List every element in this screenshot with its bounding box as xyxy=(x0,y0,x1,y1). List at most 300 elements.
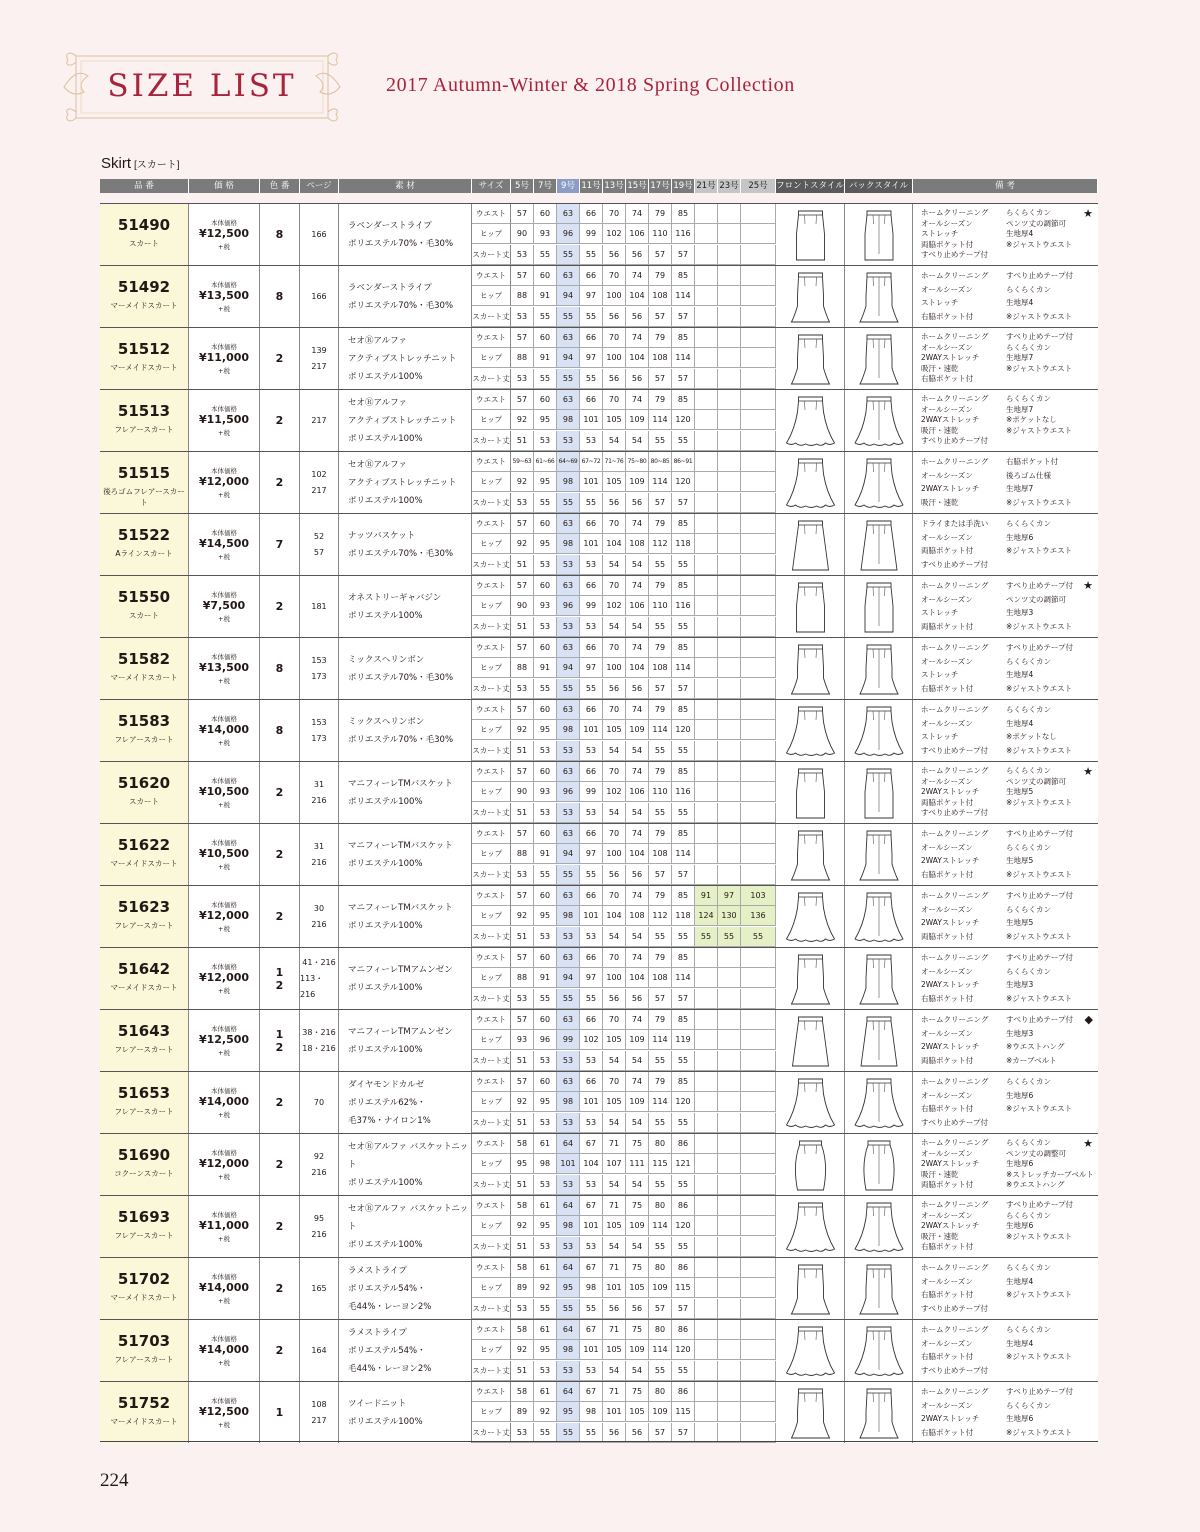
remarks-cell xyxy=(913,1196,1098,1257)
size-value: 51 xyxy=(511,1361,534,1381)
color-number: 2 xyxy=(275,476,284,489)
remark-left: ホームクリーニング xyxy=(921,1015,989,1024)
remark-left: ホームクリーニング xyxy=(921,643,989,652)
size-value: 101 xyxy=(603,1402,626,1422)
size-row-label: スカート丈 xyxy=(472,1299,511,1319)
size-value: 85 xyxy=(672,328,695,348)
size-value: 101 xyxy=(580,472,603,492)
page-ref: 102 xyxy=(311,469,327,479)
size-value: 85 xyxy=(672,948,695,968)
tax-label: +税 xyxy=(218,1297,230,1305)
size-value: 90 xyxy=(511,596,534,616)
product-code: 51693 xyxy=(117,1208,171,1226)
size-value: 114 xyxy=(649,472,672,492)
material-line: セオⓇアルファ バスケットニット xyxy=(348,1203,469,1232)
product-code-cell xyxy=(100,1010,189,1071)
size-value xyxy=(741,1030,776,1050)
size-value: 102 xyxy=(603,782,626,802)
size-value: 53 xyxy=(557,1051,580,1071)
product-code: 51690 xyxy=(117,1146,171,1164)
material-cell xyxy=(339,700,472,761)
remark-left: オールシーズン xyxy=(921,1338,973,1348)
page-ref: 108 xyxy=(311,1399,327,1409)
size-value: 61 xyxy=(534,1382,557,1402)
feature-mark: ★ xyxy=(1083,765,1093,778)
size-value: 53 xyxy=(580,803,603,823)
color-number: 2 xyxy=(275,1282,284,1295)
size-value: 54 xyxy=(626,1361,649,1381)
page-title: SIZE LIST xyxy=(107,68,297,104)
page-ref: 70 xyxy=(313,1097,325,1107)
tax-label: +税 xyxy=(218,615,230,623)
size-row-label: スカート丈 xyxy=(472,865,511,885)
size-value: 54 xyxy=(603,1113,626,1133)
remarks-cell xyxy=(913,1134,1098,1195)
remark-right: ペンツ丈の調節可 xyxy=(1006,218,1066,228)
remark-left: オールシーズン xyxy=(921,718,973,728)
size-value: 85 xyxy=(672,762,695,782)
size-value xyxy=(718,286,741,306)
size-value: 58 xyxy=(511,1382,534,1402)
color-number-cell xyxy=(260,700,300,761)
size-row-label: ウエスト xyxy=(472,1010,511,1030)
size-value xyxy=(718,1382,741,1402)
remark-right: 生地厚5 xyxy=(1006,856,1034,865)
size-value: 114 xyxy=(649,1216,672,1236)
remark-left: オールシーズン xyxy=(921,904,973,914)
remark-left: ホームクリーニング xyxy=(921,705,989,714)
size-value: 60 xyxy=(534,824,557,844)
size-value: 70 xyxy=(603,514,626,534)
page-ref-cell xyxy=(300,266,339,327)
size-value: 57 xyxy=(672,307,695,327)
remark-left: すべり止めテープ付 xyxy=(921,1365,988,1375)
size-value: 55 xyxy=(534,245,557,265)
size-row-label: スカート丈 xyxy=(472,1113,511,1133)
size-value: 95 xyxy=(557,1278,580,1298)
size-value xyxy=(695,1237,718,1257)
front-style-cell xyxy=(776,328,845,389)
size-value xyxy=(741,741,776,761)
size-value: 96 xyxy=(557,596,580,616)
front-style-illustration xyxy=(776,1382,845,1443)
remark-left: すべり止めテープ付 xyxy=(921,1117,988,1127)
size-value: 55 xyxy=(580,493,603,513)
size-value: 53 xyxy=(534,1113,557,1133)
size-value: 53 xyxy=(534,927,557,947)
product-type: マーメイドスカート xyxy=(110,983,178,992)
material-line: ポリエステル100% xyxy=(348,610,423,621)
material-cell xyxy=(339,1320,472,1381)
size-value: 55 xyxy=(557,493,580,513)
size-value: 79 xyxy=(649,1010,672,1030)
price-cell xyxy=(189,576,260,637)
size-value xyxy=(741,679,776,699)
size-value: 51 xyxy=(511,431,534,451)
size-row-label: ヒップ xyxy=(472,1278,511,1298)
size-value: 97 xyxy=(580,968,603,988)
size-value xyxy=(695,638,718,658)
remark-right: らくらくカン xyxy=(1006,208,1051,217)
remarks-cell xyxy=(913,204,1098,265)
size-value: 53 xyxy=(534,1237,557,1257)
remark-right: 生地厚4 xyxy=(1006,298,1034,307)
size-value xyxy=(718,617,741,637)
color-number: 2 xyxy=(275,1040,284,1054)
size-value: 98 xyxy=(557,906,580,926)
size-value: 101 xyxy=(580,1340,603,1360)
feature-mark: ★ xyxy=(1083,1137,1093,1150)
size-value: 54 xyxy=(626,741,649,761)
size-value: 53 xyxy=(511,307,534,327)
size-value xyxy=(695,328,718,348)
price-label: 本体価格 xyxy=(211,591,237,599)
size-value xyxy=(695,369,718,389)
remark-right: らくらくカン xyxy=(1006,1077,1051,1086)
front-style-cell xyxy=(776,762,845,823)
product-code: 51492 xyxy=(117,278,171,296)
size-row-label: スカート丈 xyxy=(472,679,511,699)
material-cell xyxy=(339,948,472,1009)
remarks-cell xyxy=(913,1382,1098,1443)
product-code-cell xyxy=(100,452,189,513)
size-value xyxy=(695,596,718,616)
size-row-label: ウエスト xyxy=(472,1258,511,1278)
front-style-cell xyxy=(776,1320,845,1381)
size-value: 100 xyxy=(603,286,626,306)
remark-right: ※ジャストウエスト xyxy=(1006,1352,1073,1361)
remark-left: 2WAYストレッチ xyxy=(921,918,980,927)
size-value: 55 xyxy=(534,865,557,885)
size-value: 70 xyxy=(603,886,626,906)
size-row-label: ヒップ xyxy=(472,1340,511,1360)
size-value xyxy=(718,1320,741,1340)
product-type: フレアースカート xyxy=(114,735,174,744)
size-value xyxy=(718,1299,741,1319)
size-value: 51 xyxy=(511,617,534,637)
size-value: 102 xyxy=(603,224,626,244)
price-label: 本体価格 xyxy=(211,281,237,289)
size-value xyxy=(695,576,718,596)
size-value: 67 xyxy=(580,1134,603,1154)
size-value: 53 xyxy=(580,927,603,947)
size-value: 109 xyxy=(626,1340,649,1360)
product-code-cell xyxy=(100,1196,189,1257)
size-value: 63 xyxy=(557,762,580,782)
size-value: 105 xyxy=(626,1402,649,1422)
size-value xyxy=(695,266,718,286)
size-value xyxy=(741,245,776,265)
size-value: 70 xyxy=(603,1010,626,1030)
size-row-label: ヒップ xyxy=(472,472,511,492)
size-value: 116 xyxy=(672,224,695,244)
size-value xyxy=(741,431,776,451)
price-value: ¥12,000 xyxy=(198,1157,250,1170)
size-row-label: ウエスト xyxy=(472,824,511,844)
size-value: 79 xyxy=(649,700,672,720)
size-value: 88 xyxy=(511,968,534,988)
remark-right: 生地厚7 xyxy=(1006,484,1034,493)
size-value: 54 xyxy=(603,555,626,575)
material-line: セオⓇアルファ xyxy=(348,335,407,346)
size-row-label: スカート丈 xyxy=(472,307,511,327)
size-value: 60 xyxy=(534,1010,557,1030)
size-value: 53 xyxy=(557,617,580,637)
size-value xyxy=(695,720,718,740)
size-value: 54 xyxy=(626,927,649,947)
size-value xyxy=(718,741,741,761)
size-value xyxy=(718,514,741,534)
size-value: 75 xyxy=(626,1320,649,1340)
material-line: セオⓇアルファ xyxy=(348,459,407,470)
size-row-label: ウエスト xyxy=(472,948,511,968)
product-code-cell xyxy=(100,886,189,947)
back-style-illustration xyxy=(845,700,913,761)
remark-right: らくらくカン xyxy=(1006,1263,1051,1272)
size-value: 58 xyxy=(511,1320,534,1340)
size-value: 55 xyxy=(649,555,672,575)
remark-left: 右脇ポケット付 xyxy=(921,374,974,383)
size-value: 53 xyxy=(534,803,557,823)
size-value: 53 xyxy=(511,1299,534,1319)
size-value: 75 xyxy=(626,1382,649,1402)
col-remarks: 備 考 xyxy=(913,179,1098,193)
size-value: 56 xyxy=(626,679,649,699)
tax-label: +税 xyxy=(218,1421,230,1429)
col-size-17: 17号 xyxy=(649,179,672,193)
remarks-cell xyxy=(913,1258,1098,1319)
size-value xyxy=(718,1175,741,1195)
size-row-label: ウエスト xyxy=(472,1134,511,1154)
material-line: ポリエステル100% xyxy=(348,433,423,444)
price-value: ¥14,500 xyxy=(198,537,250,550)
size-value: 53 xyxy=(511,1423,534,1443)
material-line: ラメストライプ xyxy=(348,1327,407,1338)
size-value xyxy=(718,1340,741,1360)
remark-right: らくらくカン xyxy=(1006,1210,1051,1220)
size-value xyxy=(695,1340,718,1360)
material-cell xyxy=(339,452,472,513)
size-value: 54 xyxy=(626,617,649,637)
size-value: 74 xyxy=(626,824,649,844)
remark-right: らくらくカン xyxy=(1006,1325,1051,1334)
size-value: 55 xyxy=(557,679,580,699)
size-value: 95 xyxy=(534,1216,557,1236)
front-style-cell xyxy=(776,452,845,513)
size-value: 74 xyxy=(626,266,649,286)
size-value: 85 xyxy=(672,1072,695,1092)
size-value: 92 xyxy=(511,1340,534,1360)
col-size-19: 19号 xyxy=(672,179,695,193)
front-style-cell xyxy=(776,948,845,1009)
size-value: 57 xyxy=(649,865,672,885)
col-size-25: 25号 xyxy=(741,179,776,193)
size-value: 53 xyxy=(534,431,557,451)
size-value: 55 xyxy=(672,1237,695,1257)
product-row xyxy=(100,1195,1098,1257)
size-value: 63 xyxy=(557,204,580,224)
size-row-label: ウエスト xyxy=(472,452,511,472)
remark-right: 生地厚6 xyxy=(1006,1090,1034,1100)
back-style-cell xyxy=(845,1196,913,1257)
back-style-illustration xyxy=(845,1134,913,1195)
remark-right: ※ジャストウエスト xyxy=(1006,797,1073,807)
size-value: 124 xyxy=(695,906,718,926)
tax-label: +税 xyxy=(218,925,230,933)
material-cell xyxy=(339,1010,472,1071)
size-value: 61~66 xyxy=(534,452,557,472)
back-style-illustration xyxy=(845,266,913,327)
size-value: 92 xyxy=(534,1278,557,1298)
size-value: 101 xyxy=(580,906,603,926)
size-value xyxy=(718,576,741,596)
size-value xyxy=(741,410,776,430)
size-value: 85 xyxy=(672,886,695,906)
size-value: 54 xyxy=(603,1361,626,1381)
size-value xyxy=(718,1030,741,1050)
size-value xyxy=(741,266,776,286)
size-value xyxy=(718,1216,741,1236)
price-label: 本体価格 xyxy=(211,715,237,723)
size-value xyxy=(741,472,776,492)
size-value xyxy=(718,1154,741,1174)
remark-right: ペンツ丈の調節可 xyxy=(1006,776,1066,786)
page-ref: 153 xyxy=(311,717,327,727)
remark-left: 両脇ポケット付 xyxy=(921,1055,974,1065)
size-value: 55 xyxy=(672,1051,695,1071)
size-value: 75~80 xyxy=(626,452,649,472)
price-cell xyxy=(189,328,260,389)
size-value xyxy=(741,1134,776,1154)
size-value: 53 xyxy=(580,1051,603,1071)
size-value: 85 xyxy=(672,390,695,410)
size-value: 57 xyxy=(511,762,534,782)
size-row-label: スカート丈 xyxy=(472,431,511,451)
size-value: 55 xyxy=(672,803,695,823)
front-style-illustration xyxy=(776,700,845,761)
remark-right: 生地厚6 xyxy=(1006,1221,1034,1230)
size-value: 86 xyxy=(672,1134,695,1154)
size-value: 92 xyxy=(511,472,534,492)
col-size-13: 13号 xyxy=(603,179,626,193)
remark-right: 生地厚4 xyxy=(1006,229,1034,238)
size-value: 85 xyxy=(672,824,695,844)
back-style-illustration xyxy=(845,1072,913,1133)
color-number: 1 xyxy=(275,1406,284,1419)
size-row-label: ウエスト xyxy=(472,390,511,410)
remark-right: ペンツ丈の調整可 xyxy=(1006,1148,1066,1158)
size-value: 63 xyxy=(557,390,580,410)
size-value: 98 xyxy=(557,534,580,554)
color-number: 2 xyxy=(275,1220,284,1233)
col-size-5: 5号 xyxy=(511,179,534,193)
remark-right: ※ジャストウエスト xyxy=(1006,425,1073,435)
price-cell xyxy=(189,1072,260,1133)
size-value: 101 xyxy=(557,1154,580,1174)
remark-left: ホームクリーニング xyxy=(921,766,989,775)
size-value: 71 xyxy=(603,1320,626,1340)
page-ref: 173 xyxy=(311,671,327,681)
size-value: 59~63 xyxy=(511,452,534,472)
price-value: ¥10,500 xyxy=(198,785,250,798)
size-value xyxy=(718,989,741,1009)
size-value: 55 xyxy=(534,369,557,389)
size-value xyxy=(695,1216,718,1236)
size-value: 80~85 xyxy=(649,452,672,472)
size-value: 90 xyxy=(511,782,534,802)
remark-right: ※ジャストウエスト xyxy=(1006,869,1073,879)
size-value: 93 xyxy=(534,224,557,244)
size-value: 53 xyxy=(557,431,580,451)
price-cell xyxy=(189,762,260,823)
size-value: 74 xyxy=(626,948,649,968)
product-type: マーメイドスカート xyxy=(110,301,178,310)
size-value: 92 xyxy=(511,1092,534,1112)
page-ref-cell xyxy=(300,824,339,885)
remarks-cell xyxy=(913,824,1098,885)
page-ref: 52 xyxy=(313,531,325,541)
size-value: 53 xyxy=(534,617,557,637)
material-cell xyxy=(339,576,472,637)
size-value: 105 xyxy=(603,1030,626,1050)
size-value: 63 xyxy=(557,824,580,844)
size-value: 79 xyxy=(649,638,672,658)
product-type: 後ろゴムフレアースカート xyxy=(103,487,185,507)
back-style-cell xyxy=(845,1382,913,1443)
color-number: 2 xyxy=(275,352,284,365)
product-row xyxy=(100,513,1098,575)
product-row xyxy=(100,823,1098,885)
color-number-cell xyxy=(260,638,300,699)
color-number-cell xyxy=(260,1382,300,1443)
color-number: 2 xyxy=(275,600,284,613)
size-row-label: ウエスト xyxy=(472,514,511,534)
size-value: 57 xyxy=(511,576,534,596)
remark-left: すべり止めテープ付 xyxy=(921,250,988,259)
product-code-cell xyxy=(100,700,189,761)
remarks-cell xyxy=(913,1320,1098,1381)
remark-left: オールシーズン xyxy=(921,470,973,480)
size-value: 53 xyxy=(511,245,534,265)
size-value: 94 xyxy=(557,968,580,988)
size-row-label: スカート丈 xyxy=(472,1423,511,1443)
size-value: 114 xyxy=(672,658,695,678)
col-front-style: フロントスタイル xyxy=(776,181,844,191)
size-value: 54 xyxy=(626,1237,649,1257)
material-line: ポリエステル100% xyxy=(348,1044,423,1055)
size-value: 94 xyxy=(557,844,580,864)
size-value: 74 xyxy=(626,576,649,596)
col-size: サイズ xyxy=(472,179,511,193)
product-row xyxy=(100,947,1098,1009)
size-value: 79 xyxy=(649,576,672,596)
price-cell xyxy=(189,638,260,699)
price-value: ¥13,500 xyxy=(198,661,250,674)
size-value: 101 xyxy=(580,1092,603,1112)
price-label: 本体価格 xyxy=(211,963,237,971)
remark-left: オールシーズン xyxy=(921,218,973,228)
size-value: 55 xyxy=(534,307,557,327)
size-row-label: スカート丈 xyxy=(472,1361,511,1381)
size-value: 95 xyxy=(534,906,557,926)
product-code-cell xyxy=(100,638,189,699)
remark-right: ※ジャストウエスト xyxy=(1006,931,1073,941)
size-value xyxy=(718,1196,741,1216)
col-size-23: 23号 xyxy=(718,179,741,193)
size-value xyxy=(741,1278,776,1298)
size-value xyxy=(718,1113,741,1133)
size-value xyxy=(741,803,776,823)
